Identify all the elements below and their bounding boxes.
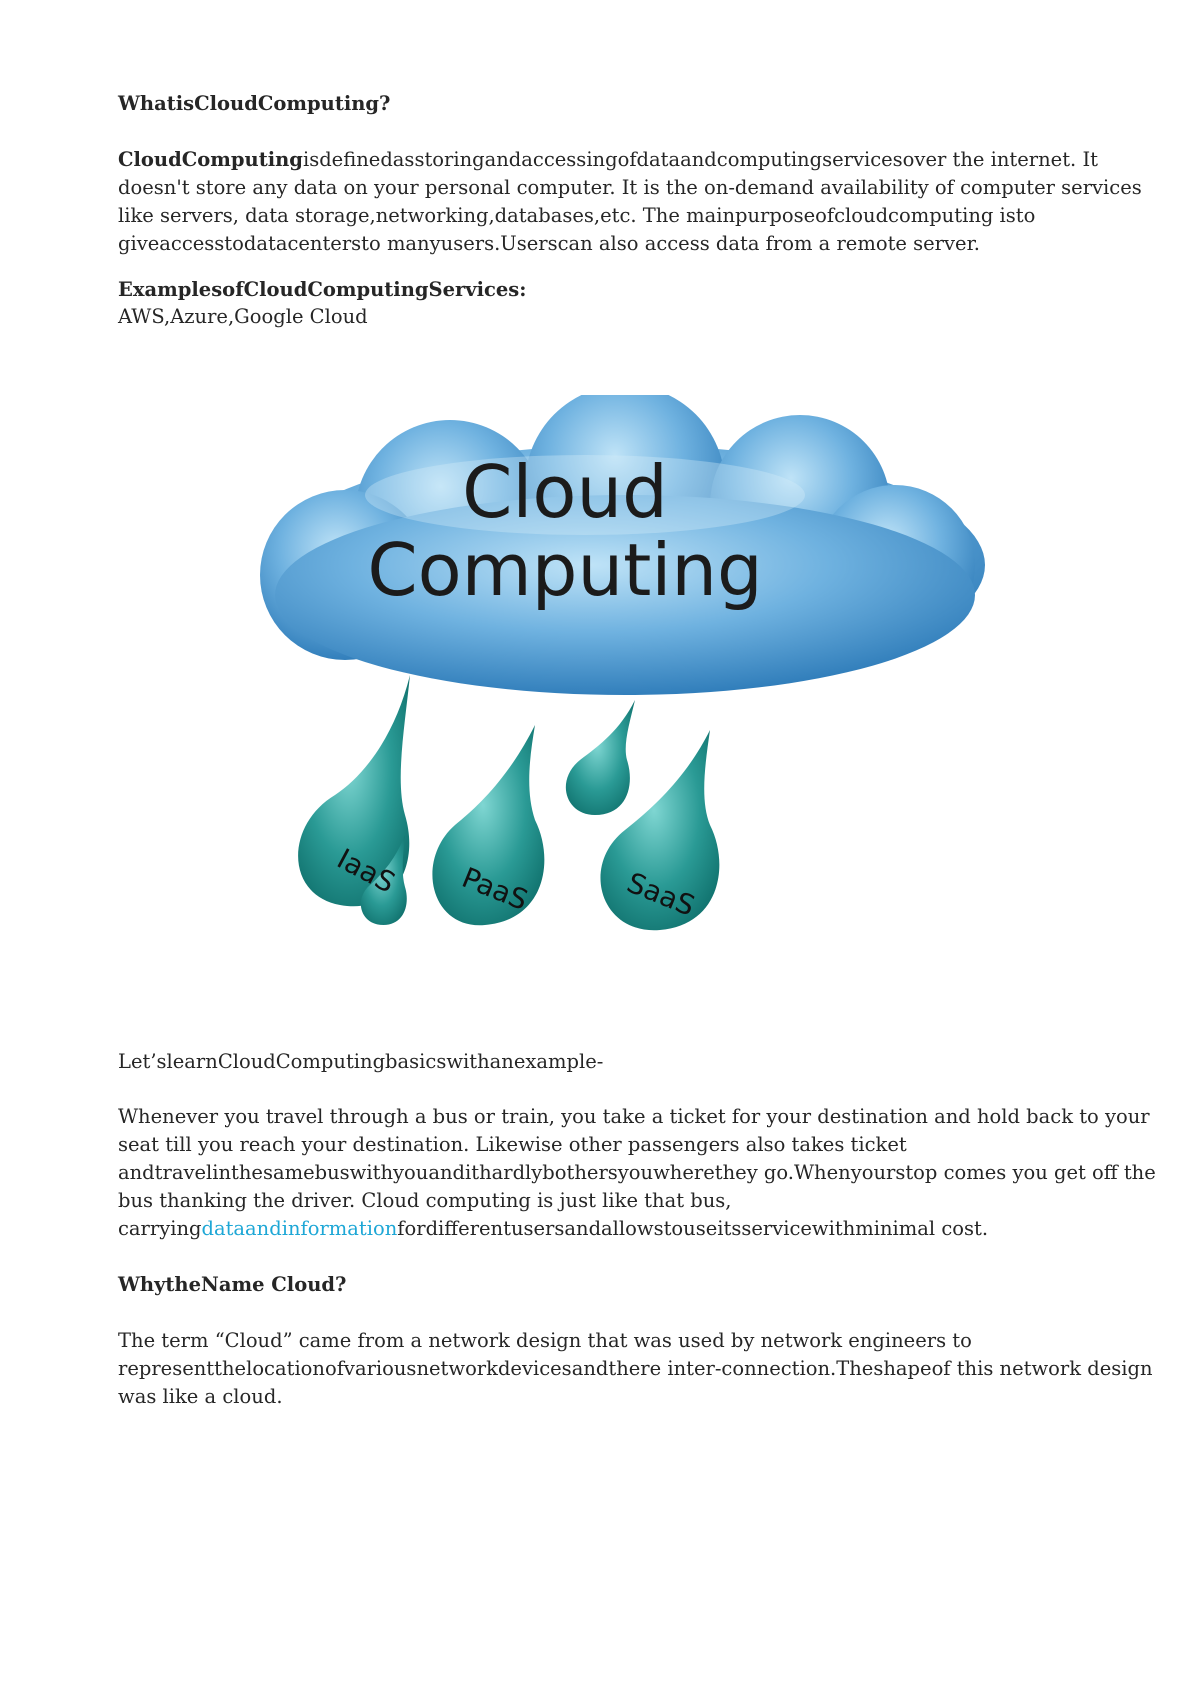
- examples-list: AWS,Azure,Google Cloud: [118, 305, 368, 328]
- cloud-title-line-1: Cloud: [462, 450, 668, 534]
- drop-label-saas: SaaS: [622, 865, 700, 923]
- definition-line-1: [118, 146, 1128, 174]
- bus-example-line-1: Whenever you travel through a bus or train, you take a ticket for your destination and hold back to your: [118, 1105, 1150, 1128]
- bus-example-line-3: andtravelinthesamebuswithyouandithardlybothersyouwherethey go.Whenyourstop comes you get off the: [118, 1161, 1156, 1184]
- cloud-computing-illustration: [255, 395, 995, 995]
- bus-example-line-5-post: fordifferentusersandallowstouseitsservicewithminimal cost.: [397, 1217, 989, 1240]
- heading-why-name-cloud: WhytheName Cloud?: [118, 1273, 347, 1296]
- why-cloud-line-1: The term “Cloud” came from a network design that was used by network engineers to: [118, 1329, 972, 1352]
- data-and-information-link[interactable]: dataandinformation: [201, 1217, 398, 1240]
- raindrop-small-center: [566, 700, 635, 815]
- cloud-title-line-2: Computing: [367, 528, 763, 612]
- definition-line-4: giveaccesstodatacentersto manyusers.Userscan also access data from a remote server.: [118, 232, 980, 255]
- why-cloud-line-3: was like a cloud.: [118, 1385, 283, 1408]
- paragraph-why-cloud: [118, 1327, 1153, 1411]
- paragraph-definition: [118, 146, 1142, 258]
- drop-label-iaas: IaaS: [331, 842, 401, 900]
- definition-bold-term: CloudComputing: [118, 148, 303, 171]
- bus-example-line-2: seat till you reach your destination. Likewise other passengers also takes ticket: [118, 1133, 907, 1156]
- definition-line-3: like servers, data storage,networking,databases,etc. The mainpurposeofcloudcomputing isto: [118, 204, 1036, 227]
- paragraph-lets-learn: Let’slearnCloudComputingbasicswithanexample-: [118, 1050, 604, 1073]
- heading-examples: ExamplesofCloudComputingServices:: [118, 278, 527, 301]
- bus-example-line-5-pre: carrying: [118, 1217, 202, 1240]
- heading-what-is-cloud: WhatisCloudComputing?: [118, 92, 391, 115]
- paragraph-bus-example: [118, 1103, 1156, 1243]
- bus-example-line-5: [118, 1215, 1128, 1243]
- definition-line-1-rest: isdefinedasstoringandaccessingofdataandcomputingservicesover the internet. It: [302, 148, 1098, 171]
- drop-label-paas: PaaS: [457, 860, 533, 917]
- definition-line-2: doesn't store any data on your personal computer. It is the on-demand availability of computer services: [118, 176, 1142, 199]
- why-cloud-line-2: representthelocationofvariousnetworkdevicesandthere inter-connection.Theshapeof this network design: [118, 1357, 1153, 1380]
- bus-example-line-4: bus thanking the driver. Cloud computing is just like that bus,: [118, 1189, 732, 1212]
